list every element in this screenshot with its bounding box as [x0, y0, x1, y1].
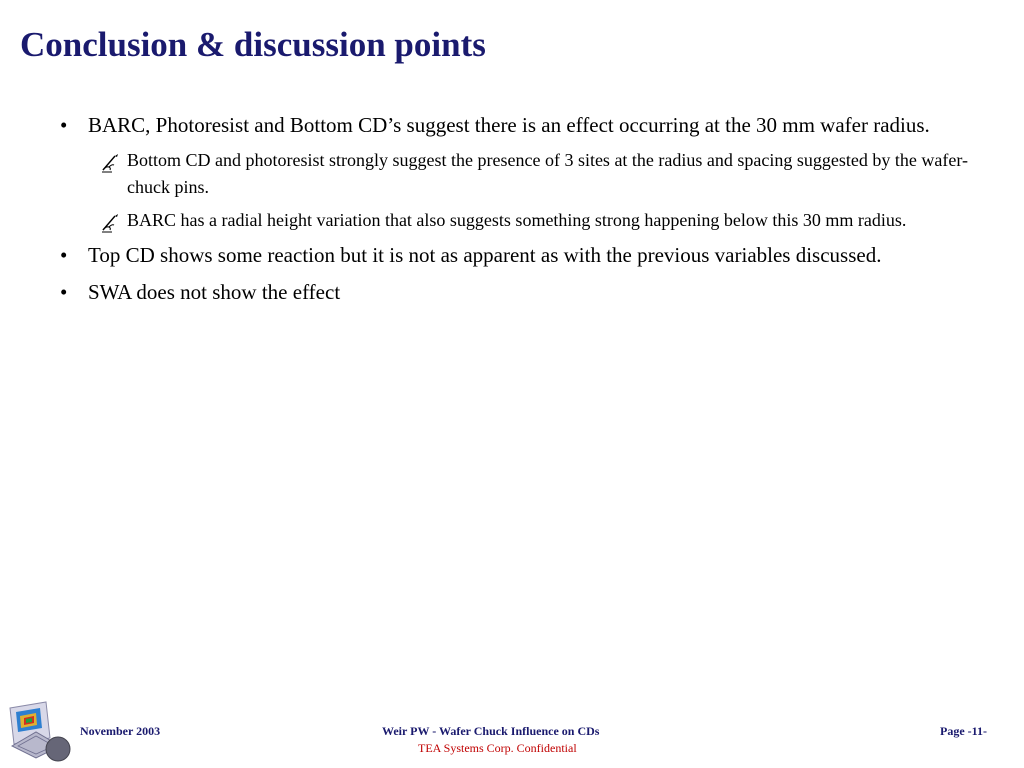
logo-icon — [6, 698, 74, 762]
bullet-text: Top CD shows some reaction but it is not as apparent as with the previous variables discussed. — [88, 243, 882, 267]
bullet-list — [60, 110, 1000, 314]
slide-footer — [0, 690, 1024, 768]
sub-bullet-item — [60, 207, 1000, 234]
slide-title: Conclusion & discussion points — [20, 25, 486, 64]
footer-confidential: TEA Systems Corp. Confidential — [418, 741, 577, 755]
sub-bullet-item — [60, 147, 1000, 201]
bullet-dot-icon: • — [60, 113, 68, 137]
writing-hand-icon — [100, 211, 122, 233]
bullet-item — [60, 240, 1000, 271]
bullet-dot-icon: • — [60, 243, 68, 267]
bullet-text: SWA does not show the effect — [88, 280, 341, 304]
footer-date: November 2003 — [80, 724, 161, 738]
footer-presentation-title: Weir PW - Wafer Chuck Influence on CDs — [382, 724, 600, 738]
writing-hand-icon — [100, 151, 122, 173]
bullet-text: BARC, Photoresist and Bottom CD’s suggest there is an effect occurring at the 30 mm wafer radius. — [88, 113, 930, 137]
bullet-item — [60, 277, 1000, 308]
bullet-item — [60, 110, 1000, 141]
sub-bullet-text: BARC has a radial height variation that also suggests something strong happening below this 30 mm radius. — [127, 210, 907, 230]
bullet-dot-icon: • — [60, 280, 68, 304]
footer-page-number: Page -11- — [940, 724, 987, 738]
sub-bullet-text: Bottom CD and photoresist strongly suggest the presence of 3 sites at the radius and spacing suggested by the wafer-chuck pins. — [127, 150, 968, 197]
